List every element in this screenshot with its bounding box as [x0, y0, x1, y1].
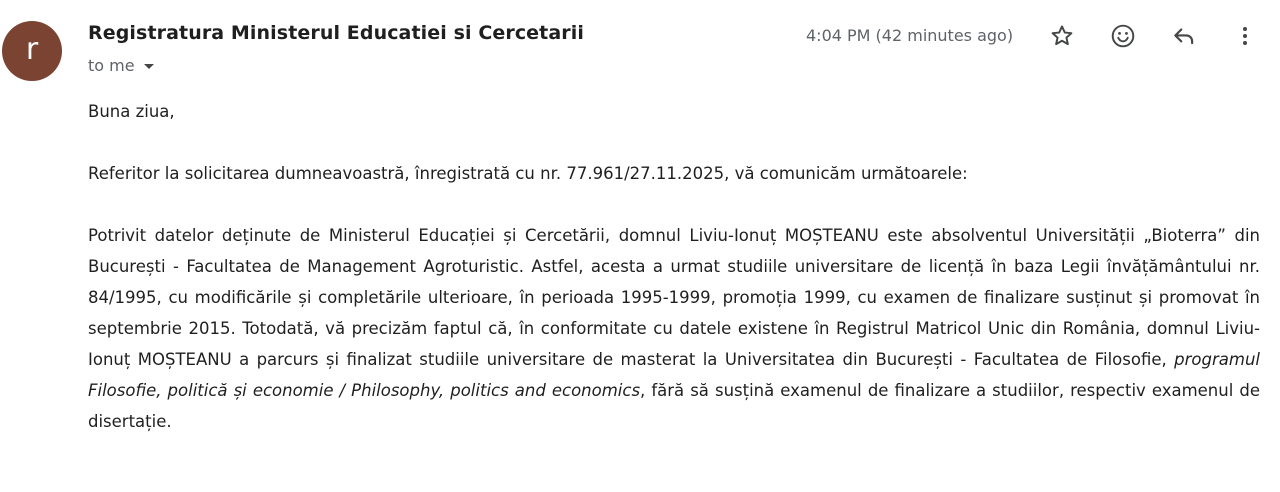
message-intro: Referitor la solicitarea dumneavoastră, înregistrată cu nr. 77.961/27.11.2025, vă comunicăm următoarele: [88, 164, 968, 183]
recipient-label: to me [88, 56, 135, 75]
message-paragraph-end: , fără să susțină examenul de finalizare a studiilor, respectiv examenul de disertație. [88, 381, 1260, 431]
sender-name: Registratura Ministerul Educatiei si Cercetarii [88, 22, 584, 44]
message-paragraph [88, 220, 1260, 437]
message-paragraph-text: Potrivit datelor deținute de Ministerul Educației și Cercetării, domnul Liviu-Ionuț MOȘTEANU este absolventul Universității „Bioterra” din București - Facultatea de Management Agroturistic. Astfel, acesta a urmat studiile universitare de licență în baza Legii învățământului nr. 84/1995, cu modificările și completările ulterioare, în perioada 1995-1999, promoția 1999, cu examen de finalizare susținut și promovat în septembrie 2015. Totodată, vă precizăm faptul că, în conformitate cu datele existene în Registrul Matricol Unic din România, domnul Liviu-Ionuț MOȘTEANU a parcurs și finalizat studiile universitare de masterat la Universitatea din București - Facultatea de Filosofie, [88, 226, 1260, 369]
more-options-button[interactable] [1225, 16, 1265, 56]
star-button[interactable] [1042, 16, 1082, 56]
more-vert-icon [1233, 24, 1257, 48]
chevron-down-icon[interactable] [144, 64, 154, 69]
sender-avatar[interactable]: r [2, 21, 62, 81]
message-program-name: programul Filosofie, politică și economie / Philosophy, politics and economics [88, 350, 1260, 400]
star-icon [1049, 23, 1075, 49]
emoji-reaction-button[interactable] [1103, 16, 1143, 56]
recipient-details-toggle[interactable] [88, 56, 154, 75]
message-greeting: Buna ziua, [88, 102, 175, 121]
reply-icon [1171, 23, 1197, 49]
message-body [88, 96, 1260, 468]
emoji-icon [1110, 23, 1136, 49]
message-timestamp: 4:04 PM (42 minutes ago) [806, 26, 1014, 45]
reply-button[interactable] [1164, 16, 1204, 56]
